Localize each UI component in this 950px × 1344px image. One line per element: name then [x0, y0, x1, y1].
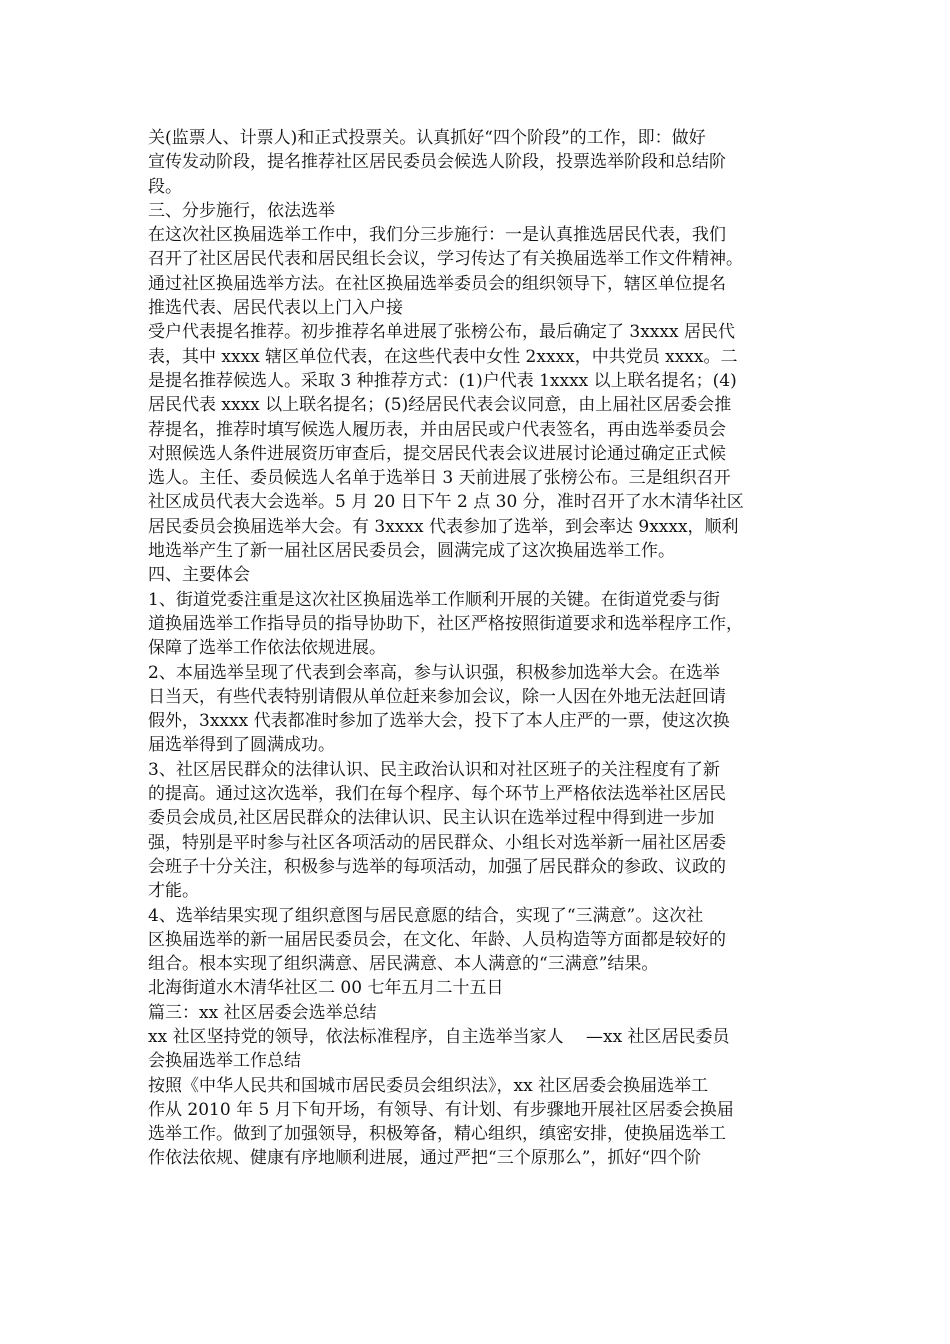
text-line: 社区成员代表大会选举。5 月 20 日下午 2 点 30 分，准时召开了水木清华社区 — [148, 492, 744, 513]
text-line: 四、主要体会 — [148, 565, 250, 586]
text-line: 按照《中华人民共和国城市居民委员会组织法》，xx 社区居委会换届选举工 — [148, 1075, 709, 1096]
text-line: 作从 2010 年 5 月下旬开场，有领导、有计划、有步骤地开展社区居委会换届 — [148, 1099, 734, 1120]
text-line: 推选代表、居民代表以上门入户接 — [148, 298, 403, 319]
text-line: 作依法依规、健康有序地顺利进展，通过严把“三个原那么”，抓好“四个阶 — [148, 1148, 702, 1169]
text-line: 通过社区换届选举方法。在社区换届选举委员会的组织领导下，辖区单位提名 — [148, 273, 726, 294]
text-line: 委员会成员,社区居民群众的法律认识、民主认识在选举过程中得到进一步加 — [148, 808, 715, 829]
text-line: 表，其中 xxxx 辖区单位代表，在这些代表中女性 2xxxx，中共党员 xxxx。二 — [148, 346, 738, 367]
text-line: 荐提名，推荐时填写候选人履历表，并由居民或户代表签名，再由选举委员会 — [148, 419, 726, 440]
text-line: 才能。 — [148, 881, 199, 902]
text-line: 选举工作。做到了加强领导，积极筹备，精心组织，缜密安排，使换届选举工 — [148, 1124, 726, 1145]
text-line: 三、分步施行，依法选举 — [148, 200, 335, 221]
text-line: 对照候选人条件进展资历审查后，提交居民代表会议进展讨论通过确定正式候 — [148, 443, 726, 464]
text-line: 居民代表 xxxx 以上联名提名；(5)经居民代表会议同意，由上届社区居委会推 — [148, 395, 732, 416]
text-line: 会换届选举工作总结 — [148, 1051, 301, 1072]
text-line: 假外，3xxxx 代表都准时参加了选举大会，投下了本人庄严的一票，使这次换 — [148, 711, 730, 732]
document-body — [148, 126, 816, 1171]
text-line: 4、选举结果实现了组织意图与居民意愿的结合，实现了“三满意”。这次社 — [148, 905, 704, 926]
text-line: 是提名推荐候选人。采取 3 种推荐方式：(1)户代表 1xxxx 以上联名提名；(4) — [148, 370, 737, 391]
text-line: 地选举产生了新一届社区居民委员会，圆满完成了这次换届选举工作。 — [148, 541, 675, 562]
text-line: 在这次社区换届选举工作中，我们分三步施行：一是认真推选居民代表，我们 — [148, 225, 726, 246]
text-line: 关(监票人、计票人)和正式投票关。认真抓好“四个阶段”的工作，即：做好 — [148, 128, 706, 148]
text-line: 区换届选举的新一届居民委员会，在文化、年龄、人员构造等方面都是较好的 — [148, 929, 726, 950]
text-line: 北海街道水木清华社区二 00 七年五月二十五日 — [148, 978, 504, 999]
text-line: 日当天，有些代表特别请假从单位赶来参加会议，除一人因在外地无法赶回请 — [148, 686, 726, 707]
text-line: 召开了社区居民代表和居民组长会议，学习传达了有关换届选举工作文件精神。 — [148, 249, 743, 270]
text-line: 段。 — [148, 176, 182, 197]
text-line: 居民委员会换届选举大会。有 3xxxx 代表参加了选举，到会率达 9xxxx，顺利 — [148, 516, 739, 537]
text-line: 的提高。通过这次选举，我们在每个程序、每个环节上严格依法选举社区居民 — [148, 784, 726, 805]
text-line: 强，特别是平时参与社区各项活动的居民群众、小组长对选举新一届社区居委 — [148, 832, 726, 853]
text-line: 3、社区居民群众的法律认识、民主政治认识和对社区班子的关注程度有了新 — [148, 759, 720, 780]
text-line: 篇三：xx 社区居委会选举总结 — [148, 1002, 377, 1023]
text-line: 届选举得到了圆满成功。 — [148, 735, 335, 756]
text-line: 1、街道党委注重是这次社区换届选举工作顺利开展的关键。在街道党委与街 — [148, 589, 720, 610]
text-line: 组合。根本实现了组织满意、居民满意、本人满意的“三满意”结果。 — [148, 954, 659, 975]
text-line: 道换届选举工作指导员的指导协助下，社区严格按照街道要求和选举程序工作， — [148, 613, 743, 634]
text-line: 2、本届选举呈现了代表到会率高，参与认识强，积极参加选举大会。在选举 — [148, 662, 720, 683]
text-line: 会班子十分关注，积极参与选举的每项活动，加强了居民群众的参政、议政的 — [148, 856, 726, 877]
text-line: 受户代表提名推荐。初步推荐名单进展了张榜公布，最后确定了 3xxxx 居民代 — [148, 322, 735, 343]
text-line: 宣传发动阶段，提名推荐社区居民委员会候选人阶段，投票选举阶段和总结阶 — [148, 152, 726, 173]
text-line: 选人。主任、委员候选人名单于选举日 3 天前进展了张榜公布。三是组织召开 — [148, 468, 731, 489]
text-line: 保障了选举工作依法依规进展。 — [148, 638, 386, 659]
text-line: xx 社区坚持党的领导，依法标准程序，自主选举当家人 —xx 社区居民委员 — [148, 1026, 730, 1047]
